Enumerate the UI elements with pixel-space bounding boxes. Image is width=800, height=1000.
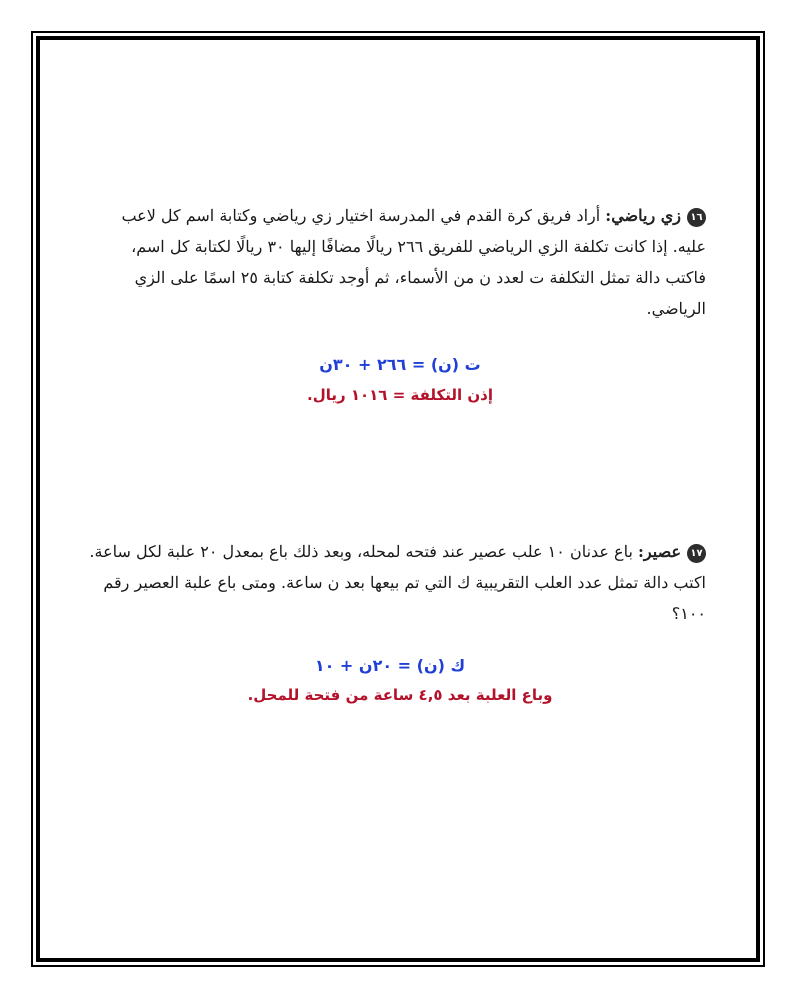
answer-equation: ت (ن) = ٢٦٦ + ٣٠ن — [319, 355, 481, 374]
problem-keyword: عصير: — [638, 542, 681, 561]
answer-equation: ك (ن) = ٢٠ن + ١٠ — [314, 656, 466, 675]
answer-result: وباع العلبة بعد ٤,٥ ساعة من فتحة للمحل. — [247, 686, 553, 704]
problem-number-badge: ١٧ — [687, 544, 706, 563]
page-border-inner — [36, 36, 760, 962]
problem-text: أراد فريق كرة القدم في المدرسة اختيار زي رياضي وكتابة اسم كل لاعب عليه. إذا كانت تكلفة الزي الرياضي للفريق ٢٦٦ ريالًا مضافًا إليها ٣٠ ريالًا لكتابة كل اسم، فاكتب دالة تمثل التكلفة ت لعدد ن من الأسماء، ثم أوجد تكلفة كتابة ٢٥ اسمًا على الزي الرياضي. — [121, 206, 706, 318]
problem-16 — [86, 200, 706, 324]
problem-text: باع عدنان ١٠ علب عصير عند فتحه لمحله، وبعد ذلك باع بمعدل ٢٠ علبة لكل ساعة. اكتب دالة تمثل عدد العلب التقريبية ك التي تم بيعها بعد ن ساعة. ومتى باع علبة العصير رقم ١٠٠؟ — [89, 542, 706, 623]
problem-17 — [86, 536, 706, 629]
problem-keyword: زي رياضي: — [605, 206, 681, 225]
problem-number-badge: ١٦ — [687, 208, 706, 227]
answer-result: إذن التكلفة = ١٠١٦ ريال. — [307, 386, 493, 404]
